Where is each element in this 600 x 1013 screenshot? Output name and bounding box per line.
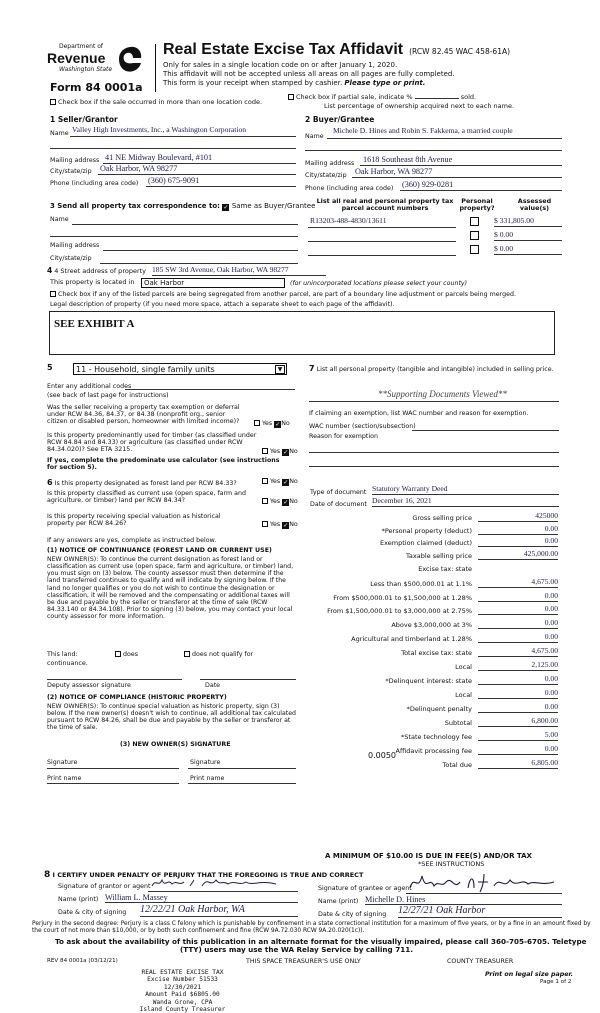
seller-name-label: Name [50, 130, 69, 137]
section4-address-row [47, 267, 146, 276]
exemption-no-checkbox[interactable]: ✓ [275, 421, 281, 428]
doc-date-label: Date of document [310, 501, 367, 508]
does-option [115, 651, 138, 658]
section3-label: 3 Send all property tax correspondence to: [50, 202, 220, 210]
tax-row-value[interactable]: 4,675.00 [478, 647, 558, 657]
exemption-yes-checkbox[interactable] [254, 420, 260, 426]
personal-checkbox-2[interactable] [470, 231, 479, 240]
current-use-no-label: No [289, 498, 298, 505]
legal-desc-label: Legal description of property (if you need more space, attach a separate sheet to each page of the affidavit). [50, 301, 395, 308]
parcel-line-3[interactable] [308, 255, 456, 256]
seller-phone-line [146, 186, 296, 187]
tax-row-label: Exemption claimed (deduct) [380, 539, 472, 547]
this-land-row [47, 651, 78, 658]
parcel-line-1 [308, 227, 456, 228]
grantor-signature[interactable] [150, 874, 280, 892]
grantor-sig-line [148, 891, 298, 892]
current-use-yes-label: Yes [270, 498, 281, 505]
personal-col-header: Personal property? [459, 197, 495, 213]
header-note-2: This affidavit will not be accepted unless all areas on all pages are fully completed. [163, 70, 455, 78]
forest-yes-label: Yes [270, 478, 281, 485]
historic-no-checkbox[interactable]: ✓ [283, 522, 289, 529]
new-owner-print-line-1[interactable] [47, 783, 179, 784]
deputy-date-label: Date [205, 682, 221, 689]
grantee-date-field[interactable]: 12/27/21 Oak Harbor [398, 905, 562, 918]
deputy-date-line[interactable] [200, 679, 296, 680]
tax-row-value[interactable]: 425000 [478, 512, 558, 522]
tax-row-value[interactable]: 6,800.00 [478, 717, 558, 727]
grantee-sig-line [406, 893, 562, 894]
form-number: Form 84 0001a [50, 81, 143, 94]
current-use-question: Is this property classified as current use (open space, farm and agriculture, or timber) land per RCW 84.34? [47, 490, 246, 505]
timber-answer [262, 448, 298, 456]
grantor-print-field[interactable]: William L. Massey [105, 893, 298, 903]
tax-row-label: *Delinquent interest: state [385, 677, 472, 685]
buyer-city-label: City/state/zip [305, 172, 347, 179]
grantee-date-label: Date & city of signing [318, 911, 387, 918]
buyer-city-line [352, 177, 562, 178]
grantee-print-label: Name (print) [318, 898, 359, 905]
tax-row-label: Excise tax: state [418, 565, 472, 573]
exemption-answer [254, 420, 290, 428]
stamp-line: 12/30/2021 [163, 983, 202, 991]
claim-exemption-label: If claiming an exemption, list WAC number and reason for exemption. [309, 410, 529, 417]
legal-desc-box[interactable] [49, 311, 555, 355]
header-note-3a: This form is your receipt when stamped by cashier. [163, 79, 345, 87]
buyer-mailing-label: Mailing address [305, 160, 355, 167]
multi-location-checkbox[interactable] [50, 99, 56, 105]
section3-mailing-line[interactable] [103, 250, 298, 251]
does-label: does [123, 651, 139, 658]
grantee-print-field[interactable]: Michelle D. Hines [365, 895, 562, 905]
timber-yes-checkbox[interactable] [262, 448, 268, 454]
section3-name-label: Name [50, 216, 69, 223]
seller-phone-label: Phone (including area code) [50, 180, 139, 187]
tax-row-value[interactable]: 2,125.00 [478, 661, 558, 671]
buyer-phone-field[interactable]: (360) 929-0281 [402, 180, 454, 189]
timber-no-label: No [289, 448, 298, 455]
multi-location-label: Check box if the sale occurred in more than one location code. [58, 98, 263, 106]
continuance-text: NEW OWNER(S): To continue the current designation as forest land or classification as current use (open space, farm and agriculture, or timber) land, you must sign on (3) below. The county assessor must then determine if the land transferred continues to qualify and will indicate by signing below. If the land no longer qualifies or you do not wish to continue the designation or classification, it will be removed and the compensating or additional taxes will be due and payable by the seller or transferor at the time of sale (RCW 84.33.140 or 84.34.108). Prior to signing (3) below, you may contact your local county assessor for more information. [47, 556, 294, 620]
tax-row-value[interactable]: 0.00 [478, 605, 558, 615]
dept-line3: Washington State [59, 66, 113, 73]
perjury-notice: Perjury in the second degree: Perjury is a class C felony which is punishable by confinement in a state correctional institution for a maximum of five years, or by a fine in an amount fixed by the court of not more than $10,000, or by both such confinement and fine (RCW 9A.72.030 RCW 9A.20.020(1c)). [32, 921, 591, 934]
reason-line-1[interactable] [309, 452, 559, 453]
section7-num: 7 [309, 364, 315, 373]
forest-no-label: No [289, 478, 298, 485]
buyer-name-line [327, 138, 562, 139]
seller-city-label: City/state/zip [50, 168, 92, 175]
header-note-3 [163, 79, 425, 87]
grantor-print-label: Name (print) [58, 896, 99, 903]
historic-answer [262, 521, 298, 529]
dor-seal-icon [115, 44, 143, 74]
tax-row-label: *Delinquent penalty [406, 705, 472, 713]
tax-row-value[interactable]: 0.00 [478, 619, 558, 629]
page-number: Page 1 of 2 [540, 979, 572, 985]
header-note-3b: Please type or print. [344, 79, 426, 87]
continuance-word: continuance. [47, 660, 88, 667]
section7-row [309, 364, 559, 373]
historic-no-label: No [289, 521, 298, 528]
doc-date-field[interactable]: December 16, 2021 [372, 497, 559, 507]
exemption-no-label: No [281, 420, 290, 427]
partial-sale-label: Check box if partial sale, indicate % [296, 93, 413, 101]
additional-codes-note: (see back of last page for instructions) [47, 392, 169, 399]
tax-row-value[interactable]: 5.00 [478, 731, 558, 741]
partial-sale-pct-field[interactable] [415, 98, 459, 99]
segregated-row [50, 291, 516, 298]
dept-line1: Department of [59, 43, 103, 50]
reason-line-2[interactable] [309, 466, 559, 467]
tax-row-label: Gross selling price [412, 514, 472, 522]
county-treasurer-label: COUNTY TREASURER [447, 958, 514, 965]
forest-no-checkbox[interactable]: ✓ [283, 479, 289, 486]
new-owner-sig-label-2: Signature [190, 759, 221, 766]
tax-row-label: *Personal property (deduct) [381, 527, 472, 535]
tax-row-value[interactable]: 0.00 [478, 703, 558, 713]
grantor-date-label: Date & city of signing [58, 909, 127, 916]
tax-row-value[interactable]: 6,805.00 [478, 759, 558, 769]
new-owner-print-label-2: Print name [190, 775, 225, 782]
multi-location-row [50, 99, 262, 106]
seller-name-line-2 [50, 148, 296, 149]
stamp-line: Wanda Grone, CPA [152, 998, 213, 1006]
does-not-option [184, 651, 253, 658]
treasurer-stamp [120, 969, 245, 1013]
parcel-col-header: List all real and personal property tax parcel account numbers [316, 197, 454, 213]
same-as-buyer-label: Same as Buyer/Grantee [231, 202, 316, 210]
buyer-mailing-field[interactable]: 1618 Southeast 8th Avenue [363, 155, 453, 164]
tax-row-label: *State technology fee [401, 733, 472, 741]
dor-logo [47, 44, 147, 86]
section4-label: 4 Street address of property [54, 267, 147, 275]
section3-name-line[interactable] [72, 224, 298, 225]
assessed-field-2[interactable]: $ 0.00 [494, 231, 562, 241]
partial-sale-row [288, 94, 476, 101]
stamp-line: REAL ESTATE EXCISE TAX [141, 969, 224, 976]
seller-mailing-field[interactable]: 41 NE Midway Boulevard, #101 [105, 153, 213, 162]
unincorporated-note: (for unincorporated locations please select your county) [290, 280, 468, 287]
deputy-sig-line[interactable] [47, 679, 182, 680]
alternate-format-1: To ask about the availability of this publication in an alternate format for the visually impaired, please call 360-705-6705. Teletype [55, 937, 587, 946]
doc-type-label: Type of document [310, 489, 367, 496]
tax-row-label: Affidavit processing fee [395, 747, 472, 755]
use-code-value: 11 - Household, single family units [76, 365, 215, 374]
see-instructions: *SEE INSTRUCTIONS [418, 860, 485, 868]
use-code-dropdown-icon[interactable]: ▼ [275, 365, 285, 374]
new-owner-sig-line-1[interactable] [47, 768, 179, 769]
page-title-wrap [163, 41, 510, 59]
buyer-phone-label: Phone (including area code) [305, 185, 394, 192]
forest-yes-checkbox[interactable] [262, 478, 268, 484]
tax-row-label: Taxable selling price [406, 552, 472, 560]
section6-num: 6 [47, 478, 53, 487]
grantor-sig-label: Signature of grantor or agent [58, 883, 151, 890]
header-divider [155, 44, 156, 92]
tax-row-label: Local [455, 691, 472, 699]
seller-name-line [70, 136, 296, 137]
continuance-title: (1) NOTICE OF CONTINUANCE (FOREST LAND OR CURRENT USE) [47, 547, 272, 554]
same-as-buyer-checkbox[interactable]: ✓ [223, 204, 229, 211]
assessed-field-1[interactable]: $ 331,805.00 [494, 217, 562, 227]
partial-sale-sold: sold. [460, 93, 477, 101]
timber-no-checkbox[interactable]: ✓ [283, 449, 289, 456]
tax-row-label: Total excise tax: state [401, 649, 472, 657]
tax-row-label: Above $3,000,000 at 3% [391, 621, 472, 629]
section3-city-line[interactable] [100, 263, 298, 264]
seller-phone-field[interactable]: (360) 675-9091 [148, 176, 200, 185]
minimum-fee-note: A MINIMUM OF $10.00 IS DUE IN FEE(S) AND/OR TAX [325, 852, 532, 860]
parcel-field-1[interactable]: R13203-488-4830/13611 [310, 216, 387, 225]
timber-question: Is this property predominantly used for timber (as classified under RCW 84.84 and 84.33) or agriculture (as classified under RCW 84.34.020)? See ETA 3215. [47, 432, 257, 454]
partial-sale-checkbox[interactable] [288, 94, 294, 100]
legal-paper-note: Print on legal size paper. [485, 971, 574, 978]
deputy-sig-label: Deputy assessor signature [47, 682, 131, 689]
personal-checkbox-3[interactable] [470, 245, 479, 254]
revision-code: REV 84 0001a (03/12/21) [47, 958, 118, 964]
dept-line2: Revenue [47, 50, 106, 66]
does-not-checkbox[interactable] [184, 651, 190, 657]
tax-row-label: Subtotal [444, 719, 472, 727]
location-value: Oak Harbor [144, 279, 185, 287]
compliance-text: NEW OWNER(S): To continue special valuation as historic property, sign (3) below. If the new owner(s) doesn't wish to continue, all additional tax calculated pursuant to RCW 84.26, shall be due and payable by the seller or transferor at the time of sale. [47, 703, 296, 732]
buyer-name-line-2 [305, 150, 562, 151]
buyer-name-label: Name [305, 133, 324, 140]
tax-row-value[interactable]: 0.00 [478, 537, 558, 547]
forest-row [47, 478, 237, 487]
street-address-field[interactable]: 185 SW 3rd Avenue, Oak Harbor, WA 98277 [152, 266, 326, 276]
tax-row-value[interactable]: 0.00 [478, 525, 558, 535]
assessed-field-3[interactable]: $ 0.00 [494, 245, 562, 255]
treasurer-use-label: THIS SPACE TREASURER'S USE ONLY [246, 958, 361, 965]
section5-num: 5 [47, 363, 53, 372]
tax-row-value[interactable]: 0.00 [478, 689, 558, 699]
local-rate: 0.0050 [368, 751, 396, 760]
parcel-line-2[interactable] [308, 241, 456, 242]
tax-row-label: Local [455, 663, 472, 671]
section4-num: 4 [47, 266, 53, 275]
forest-answer [262, 478, 298, 486]
tax-row-value[interactable]: 4,675.00 [478, 578, 558, 588]
seller-mailing-label: Mailing address [50, 157, 100, 164]
additional-codes-label: Enter any additional codes [47, 383, 132, 390]
tax-row-label: Less than $500,000.01 at 1.1% [370, 580, 472, 588]
section3-name-line-2 [50, 236, 298, 237]
new-owner-sig-title: (3) NEW OWNER(S) SIGNATURE [120, 741, 231, 748]
historic-yes-checkbox[interactable] [262, 521, 268, 527]
header-note-1: Only for sales in a single location code on or after January 1, 2020. [163, 61, 398, 69]
use-code-select[interactable] [73, 363, 287, 375]
segregated-label: Check box if any of the listed parcels are being segregated from another parcel, are part of a boundary line adjustment or parcels being merged. [58, 291, 516, 298]
new-owner-sig-line-2[interactable] [188, 768, 296, 769]
reason-label: Reason for exemption [309, 433, 378, 440]
section7-label: List all personal property (tangible and intangible) included in selling price. [316, 366, 554, 373]
grantor-date-field[interactable]: 12/22/21 Oak Harbor, WA [140, 904, 298, 917]
tax-row-value[interactable]: 0.00 [478, 633, 558, 643]
personal-checkbox-1[interactable] [470, 217, 479, 226]
location-select[interactable] [141, 278, 285, 288]
exemption-question: Was the seller receiving a property tax exemption or deferral under RCW 84.36, 84.37, or 84.38 (nonprofit org., senior citizen or disabled person, homeowner with limited income)? [47, 404, 240, 426]
seller-name-field[interactable]: Valley High Investments, Inc., a Washington Corporation [72, 125, 247, 134]
buyer-heading: 2 Buyer/Grantee [305, 115, 375, 124]
rcw-ref: (RCW 82.45 WAC 458-61A) [409, 47, 511, 56]
exemption-yes-label: Yes [262, 420, 273, 427]
tax-row-label: From $500,000.01 to $1,500,000 at 1.28% [333, 594, 472, 602]
additional-codes-line[interactable] [125, 389, 295, 390]
section3-heading [50, 202, 315, 211]
personal-property-line[interactable] [309, 401, 559, 402]
new-owner-print-label-1: Print name [47, 775, 82, 782]
alternate-format-2: (TTY) users may use the WA Relay Service by calling 711. [180, 945, 413, 954]
partial-sale-note: List percentage of ownership acquired next to each name. [324, 102, 515, 110]
does-checkbox[interactable] [115, 651, 121, 657]
grantee-signature[interactable] [408, 872, 558, 894]
new-owner-sig-label-1: Signature [47, 759, 78, 766]
historic-yes-label: Yes [270, 521, 281, 528]
historic-question: Is this property receiving special valuation as historical property per RCW 84.26? [47, 513, 221, 528]
tax-row-value[interactable]: 0.00 [478, 675, 558, 685]
buyer-phone-line [400, 190, 562, 191]
compliance-title: (2) NOTICE OF COMPLIANCE (HISTORIC PROPERTY) [47, 694, 227, 701]
seller-city-line [98, 174, 296, 175]
supporting-docs-note: **Supporting Documents Viewed** [378, 389, 507, 399]
yes-instructions: If any answers are yes, complete as instructed below. [47, 537, 217, 544]
located-in-label: This property is located in [50, 278, 135, 286]
doc-type-field[interactable]: Statutory Warranty Deed [372, 485, 559, 495]
grantee-sig-label: Signature of grantee or agent [318, 885, 412, 892]
legal-desc-text: SEE EXHIBIT A [54, 318, 135, 330]
current-use-no-checkbox[interactable]: ✓ [283, 499, 289, 506]
wac-line[interactable] [412, 430, 559, 431]
tax-row-label: Agricultural and timberland at 1.28% [351, 635, 472, 643]
segregated-checkbox[interactable] [50, 291, 56, 297]
seller-heading: 1 Seller/Grantor [50, 115, 118, 124]
current-use-yes-checkbox[interactable] [262, 498, 268, 504]
tax-row-value[interactable]: 0.00 [478, 592, 558, 602]
page-title: Real Estate Excise Tax Affidavit [163, 41, 404, 58]
section3-mailing-label: Mailing address [50, 242, 100, 249]
buyer-city-field[interactable]: Oak Harbor, WA 98277 [355, 167, 433, 176]
stamp-line: Island County Treasurer [139, 1006, 226, 1013]
new-owner-print-line-2[interactable] [188, 783, 296, 784]
current-use-answer [262, 498, 298, 506]
buyer-name-field[interactable]: Michele D. Hines and Robin S. Fakkema, a married couple [333, 126, 513, 135]
section8-num: 8 [44, 870, 51, 880]
does-not-label: does not qualify for [192, 651, 254, 658]
this-land-label: This land: [47, 651, 78, 658]
seller-city-field[interactable]: Oak Harbor, WA 98277 [100, 164, 178, 173]
certify-statement: I CERTIFY UNDER PENALTY OF PERJURY THAT THE FOREGOING IS TRUE AND CORRECT [52, 871, 364, 879]
buyer-mailing-line [360, 165, 562, 166]
tax-row-value[interactable]: 0.00 [478, 745, 558, 755]
timber-yes-label: Yes [270, 448, 281, 455]
tax-row-label: Total due [442, 761, 472, 769]
timber-note: If yes, complete the predominate use calculator (see instructions for section 5). [47, 457, 280, 472]
tax-row-value[interactable]: 425,000.00 [478, 550, 558, 560]
assessed-col-header: Assessed value(s) [517, 197, 552, 213]
forest-question: Is this property designated as forest land per RCW 84.33? [54, 480, 237, 487]
wac-label: WAC number (section/subsection) [309, 423, 416, 430]
stamp-line: Amount Paid $6805.00 [145, 991, 220, 999]
stamp-line: Excise Number 51533 [147, 976, 218, 984]
tax-row-label: From $1,500,000.01 to $3,000,000 at 2.75% [327, 607, 472, 615]
section3-city-label: City/state/zip [50, 255, 92, 262]
